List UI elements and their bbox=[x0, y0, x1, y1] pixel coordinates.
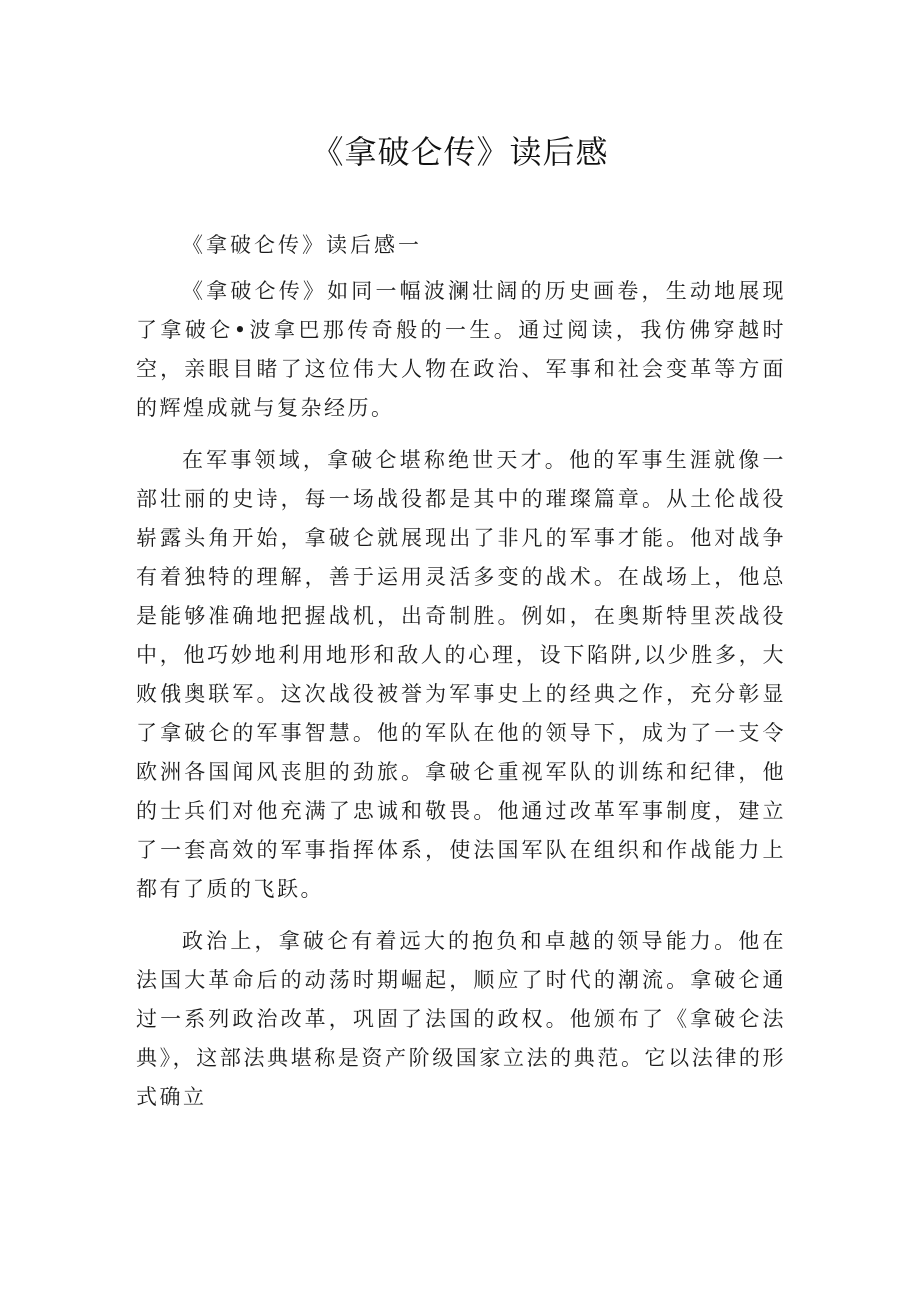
paragraph-politics: 政治上，拿破仑有着远大的抱负和卓越的领导能力。他在法国大革命后的动荡时期崛起，顺应了时代的潮流。拿破仑通过一系列政治改革，巩固了法国的政权。他颁布了《拿破仑法典》，这部法典堪称是资产阶级国家立法的典范。它以法律的形式确立 bbox=[136, 929, 786, 1109]
paragraph-intro: 《拿破仑传》如同一幅波澜壮阔的历史画卷，生动地展现了拿破仑•波拿巴那传奇般的一生。通过阅读，我仿佛穿越时空，亲眼目睹了这位伟大人物在政治、军事和社会变革等方面的辉煌成就与复杂经历。 bbox=[136, 279, 786, 420]
paragraph-military: 在军事领域，拿破仑堪称绝世天才。他的军事生涯就像一部壮丽的史诗，每一场战役都是其中的璀璨篇章。从土伦战役崭露头角开始，拿破仑就展现出了非凡的军事才能。他对战争有着独特的理解，善于运用灵活多变的战术。在战场上，他总是能够准确地把握战机，出奇制胜。例如，在奥斯特里茨战役中，他巧妙地利用地形和敌人的心理，设下陷阱,以少胜多，大败俄奥联军。这次战役被誉为军事史上的经典之作，充分彰显了拿破仑的军事智慧。他的军队在他的领导下，成为了一支令欧洲各国闻风丧胆的劲旅。拿破仑重视军队的训练和纪律，他的士兵们对他充满了忠诚和敬畏。他通过改革军事制度，建立了一套高效的军事指挥体系，使法国军队在组织和作战能力上都有了质的飞跃。 bbox=[136, 448, 786, 901]
section-heading: 《拿破仑传》读后感一 bbox=[182, 233, 422, 257]
body-text bbox=[136, 272, 786, 1130]
document-title: 《拿破仑传》读后感 bbox=[311, 133, 609, 171]
